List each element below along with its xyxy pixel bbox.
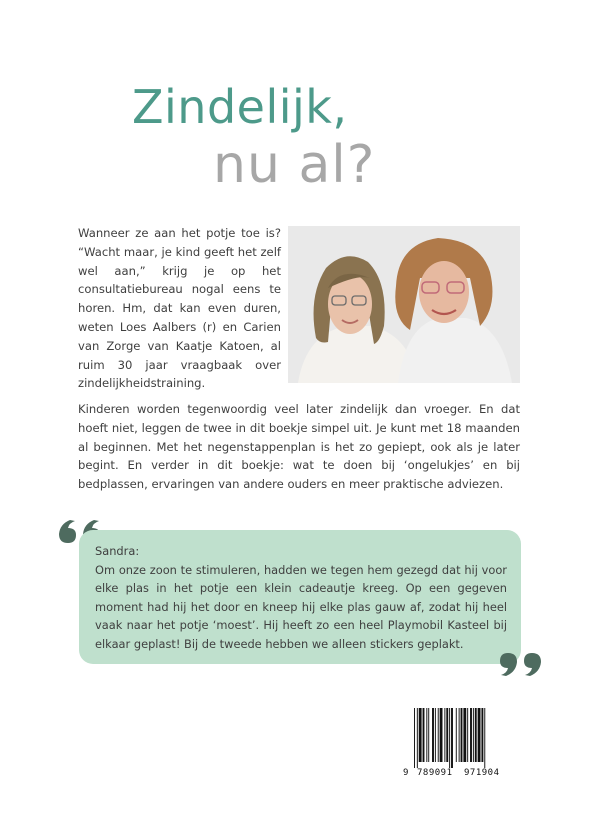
quote-text <box>95 542 507 654</box>
barcode-group-1: 789091 <box>417 768 453 778</box>
barcode-bars <box>402 706 514 768</box>
quote-body: Om onze zoon te stimuleren, hadden we tegen hem gezegd dat hij voor elke plas in het potje een klein cadeautje kreeg. Op een gegeven moment had hij het door en kneep hij elke plas gauw af, zodat hij heel vaak naar het potje ‘moest’. Hij heeft zo een heel Playmobil Kasteel bij elkaar geplast! Bij de tweede hebben we alleen stickers geplakt. <box>95 562 507 651</box>
barcode <box>402 706 514 778</box>
title-line-2: nu al? <box>213 135 376 195</box>
close-quote-icon <box>498 652 542 678</box>
intro-paragraph: Wanneer ze aan het potje toe is? “Wacht maar, je kind geeft het zelf wel aan,” krijg je op het consultatiebureau nogal eens te horen. Hm, dat kan even duren, weten Loes Aalbers (r) en Carien van Zorge van Kaatje Katoen, al ruim 30 jaar vraagbaak over zindelijkheidstraining. <box>78 226 281 391</box>
body-paragraph: Kinderen worden tegenwoordig veel later zindelijk dan vroeger. En dat hoeft niet, leggen de twee in dit boekje simpel uit. Je kunt met 18 maanden al beginnen. Met het negenstappenplan is het zo gepiept, ook als je later begint. En verder in dit boekje: wat te doen bij ‘ongelukjes’ en bij bedplassen, ervaringen van andere ouders en meer praktische adviezen. <box>78 402 520 492</box>
quote-speaker: Sandra: <box>95 544 140 558</box>
author-photo <box>288 226 520 383</box>
barcode-group-2: 971904 <box>464 768 500 778</box>
title-line-1: Zindelijk, <box>132 80 348 134</box>
barcode-prefix: 9 <box>403 768 409 778</box>
